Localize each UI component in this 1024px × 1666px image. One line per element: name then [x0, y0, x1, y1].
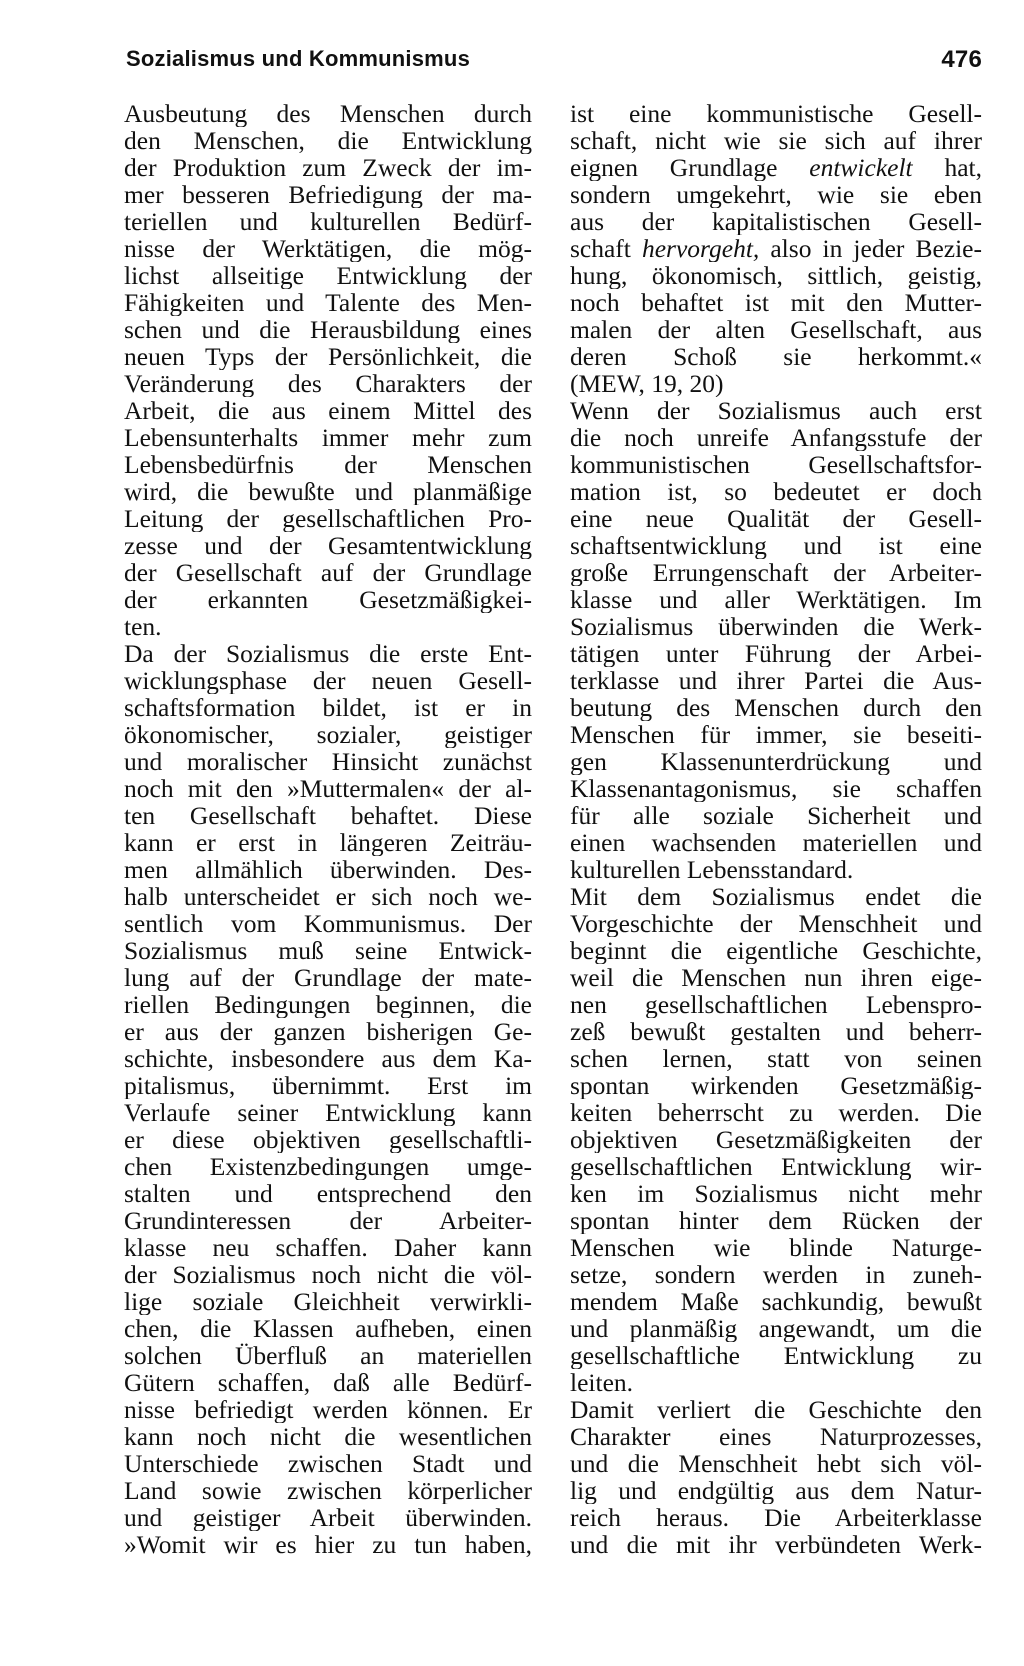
text-line: eine neue Qualität der Gesell-: [570, 505, 982, 532]
text-line: Verlaufe seiner Entwicklung kann: [124, 1099, 532, 1126]
text-segment: eignen Grundlage: [570, 154, 810, 181]
text-line: Damit verliert die Geschichte den: [570, 1396, 982, 1423]
text-line: noch mit den »Muttermalen« der al-: [124, 775, 532, 802]
text-line: kommunistischen Gesellschaftsfor-: [570, 451, 982, 478]
text-line: schaftsformation bildet, ist er in: [124, 694, 532, 721]
text-line: kulturellen Lebensstandard.: [570, 856, 854, 883]
text-line: der erkannten Gesetzmäßigkei-: [124, 586, 532, 613]
text-line: Klassenantagonismus, sie schaffen: [570, 775, 982, 802]
text-line: ken im Sozialismus nicht mehr: [570, 1180, 982, 1207]
text-line: (MEW, 19, 20): [570, 370, 724, 397]
text-line: und geistiger Arbeit überwinden.: [124, 1504, 532, 1531]
text-line: ökonomischer, sozialer, geistiger: [124, 721, 532, 748]
text-line: reich heraus. Die Arbeiterklasse: [570, 1504, 982, 1531]
text-line: wicklungsphase der neuen Gesell-: [124, 667, 532, 694]
right-text-column: [570, 100, 982, 1558]
text-line: mendem Maße sachkundig, bewußt: [570, 1288, 982, 1315]
text-line: deren Schoß sie herkommt.«: [570, 343, 982, 370]
text-line: den Menschen, die Entwicklung: [124, 127, 532, 154]
text-segment: also in jeder Bezie-: [759, 235, 982, 262]
text-line: Vorgeschichte der Menschheit und: [570, 910, 982, 937]
text-line: Menschen für immer, sie beseiti-: [570, 721, 982, 748]
page-number: 476: [941, 46, 982, 73]
running-header: [126, 46, 982, 80]
emphasis-text: hervorgeht,: [641, 235, 760, 262]
text-line: er aus der ganzen bisherigen Ge-: [124, 1018, 532, 1045]
text-line: ist eine kommunistische Gesell-: [570, 100, 982, 127]
text-line: Lebensunterhalts immer mehr zum: [124, 424, 532, 451]
emphasis-text: entwickelt: [809, 154, 913, 181]
text-line: sentlich vom Kommunismus. Der: [124, 910, 532, 937]
section-title: Sozialismus und Kommunismus: [126, 46, 471, 71]
text-line: einen wachsenden materiellen und: [570, 829, 982, 856]
text-line: nen gesellschaftlichen Lebenspro-: [570, 991, 982, 1018]
text-segment: hat,: [912, 154, 982, 181]
text-line: schen und die Herausbildung eines: [124, 316, 532, 343]
text-line: chen, die Klassen aufheben, einen: [124, 1315, 532, 1342]
text-line: noch behaftet ist mit den Mutter-: [570, 289, 982, 316]
text-line: Wenn der Sozialismus auch erst: [570, 397, 982, 424]
text-line: Gütern schaffen, daß alle Bedürf-: [124, 1369, 532, 1396]
text-line: »Womit wir es hier zu tun haben,: [124, 1531, 532, 1558]
text-line: tätigen unter Führung der Arbei-: [570, 640, 982, 667]
text-line: solchen Überfluß an materiellen: [124, 1342, 532, 1369]
text-segment: schaft: [570, 235, 642, 262]
text-line: und die Menschheit hebt sich völ-: [570, 1450, 982, 1477]
text-line: lig und endgültig aus dem Natur-: [570, 1477, 982, 1504]
text-line: zeß bewußt gestalten und beherr-: [570, 1018, 982, 1045]
text-line: kann er erst in längeren Zeiträu-: [124, 829, 532, 856]
text-line: schaftsentwicklung und ist eine: [570, 532, 982, 559]
text-line: spontan hinter dem Rücken der: [570, 1207, 982, 1234]
text-line: chen Existenzbedingungen umge-: [124, 1153, 532, 1180]
text-line: stalten und entsprechend den: [124, 1180, 532, 1207]
text-line: halb unterscheidet er sich noch we-: [124, 883, 532, 910]
text-line: wird, die bewußte und planmäßige: [124, 478, 532, 505]
text-line: kann noch nicht die wesentlichen: [124, 1423, 532, 1450]
text-line: der Sozialismus noch nicht die völ-: [124, 1261, 532, 1288]
text-line: klasse neu schaffen. Daher kann: [124, 1234, 532, 1261]
text-line: pitalismus, übernimmt. Erst im: [124, 1072, 532, 1099]
text-line: Fähigkeiten und Talente des Men-: [124, 289, 532, 316]
text-line: Unterschiede zwischen Stadt und: [124, 1450, 532, 1477]
text-line: schen lernen, statt von seinen: [570, 1045, 982, 1072]
text-line: gesellschaftliche Entwicklung zu: [570, 1342, 982, 1369]
text-line: Veränderung des Charakters der: [124, 370, 532, 397]
text-line: klasse und aller Werktätigen. Im: [570, 586, 982, 613]
text-line: malen der alten Gesellschaft, aus: [570, 316, 982, 343]
text-line: aus der kapitalistischen Gesell-: [570, 208, 982, 235]
text-line: der Produktion zum Zweck der im-: [124, 154, 532, 181]
text-line: mer besseren Befriedigung der ma-: [124, 181, 532, 208]
text-line: Da der Sozialismus die erste Ent-: [124, 640, 532, 667]
text-line: lichst allseitige Entwicklung der: [124, 262, 532, 289]
text-line: [570, 154, 982, 181]
text-line: große Errungenschaft der Arbeiter-: [570, 559, 982, 586]
text-line: Grundinteressen der Arbeiter-: [124, 1207, 532, 1234]
text-line: teriellen und kulturellen Bedürf-: [124, 208, 532, 235]
text-line: Menschen wie blinde Naturge-: [570, 1234, 982, 1261]
text-line: Ausbeutung des Menschen durch: [124, 100, 532, 127]
text-line: objektiven Gesetzmäßigkeiten der: [570, 1126, 982, 1153]
text-line: Charakter eines Naturprozesses,: [570, 1423, 982, 1450]
text-line: zesse und der Gesamtentwicklung: [124, 532, 532, 559]
text-line: und die mit ihr verbündeten Werk-: [570, 1531, 982, 1558]
text-line: und planmäßig angewandt, um die: [570, 1315, 982, 1342]
text-line: Leitung der gesellschaftlichen Pro-: [124, 505, 532, 532]
text-line: nisse befriedigt werden können. Er: [124, 1396, 532, 1423]
text-line: schaft, nicht wie sie sich auf ihrer: [570, 127, 982, 154]
text-line: für alle soziale Sicherheit und: [570, 802, 982, 829]
text-line: Mit dem Sozialismus endet die: [570, 883, 982, 910]
text-line: Sozialismus überwinden die Werk-: [570, 613, 982, 640]
text-line: terklasse und ihrer Partei die Aus-: [570, 667, 982, 694]
text-line: und moralischer Hinsicht zunächst: [124, 748, 532, 775]
text-line: lung auf der Grundlage der mate-: [124, 964, 532, 991]
text-line: ten Gesellschaft behaftet. Diese: [124, 802, 532, 829]
text-line: men allmählich überwinden. Des-: [124, 856, 532, 883]
text-line: Land sowie zwischen körperlicher: [124, 1477, 532, 1504]
text-line: lige soziale Gleichheit verwirkli-: [124, 1288, 532, 1315]
text-line: Lebensbedürfnis der Menschen: [124, 451, 532, 478]
text-line: die noch unreife Anfangsstufe der: [570, 424, 982, 451]
left-text-column: [124, 100, 532, 1558]
text-line: sondern umgekehrt, wie sie eben: [570, 181, 982, 208]
text-line: er diese objektiven gesellschaftli-: [124, 1126, 532, 1153]
text-line: neuen Typs der Persönlichkeit, die: [124, 343, 532, 370]
text-line: setze, sondern werden in zuneh-: [570, 1261, 982, 1288]
text-line: gesellschaftlichen Entwicklung wir-: [570, 1153, 982, 1180]
text-line: nisse der Werktätigen, die mög-: [124, 235, 532, 262]
text-line: weil die Menschen nun ihren eige-: [570, 964, 982, 991]
text-line: spontan wirkenden Gesetzmäßig-: [570, 1072, 982, 1099]
text-line: keiten beherrscht zu werden. Die: [570, 1099, 982, 1126]
text-line: ten.: [124, 613, 162, 640]
text-line: Arbeit, die aus einem Mittel des: [124, 397, 532, 424]
text-line: [570, 235, 982, 262]
text-line: mation ist, so bedeutet er doch: [570, 478, 982, 505]
text-line: Sozialismus muß seine Entwick-: [124, 937, 532, 964]
text-line: riellen Bedingungen beginnen, die: [124, 991, 532, 1018]
text-line: beginnt die eigentliche Geschichte,: [570, 937, 982, 964]
text-line: gen Klassenunterdrückung und: [570, 748, 982, 775]
text-line: leiten.: [570, 1369, 634, 1396]
text-line: hung, ökonomisch, sittlich, geistig,: [570, 262, 982, 289]
text-line: der Gesellschaft auf der Grundlage: [124, 559, 532, 586]
text-line: beutung des Menschen durch den: [570, 694, 982, 721]
text-line: schichte, insbesondere aus dem Ka-: [124, 1045, 532, 1072]
